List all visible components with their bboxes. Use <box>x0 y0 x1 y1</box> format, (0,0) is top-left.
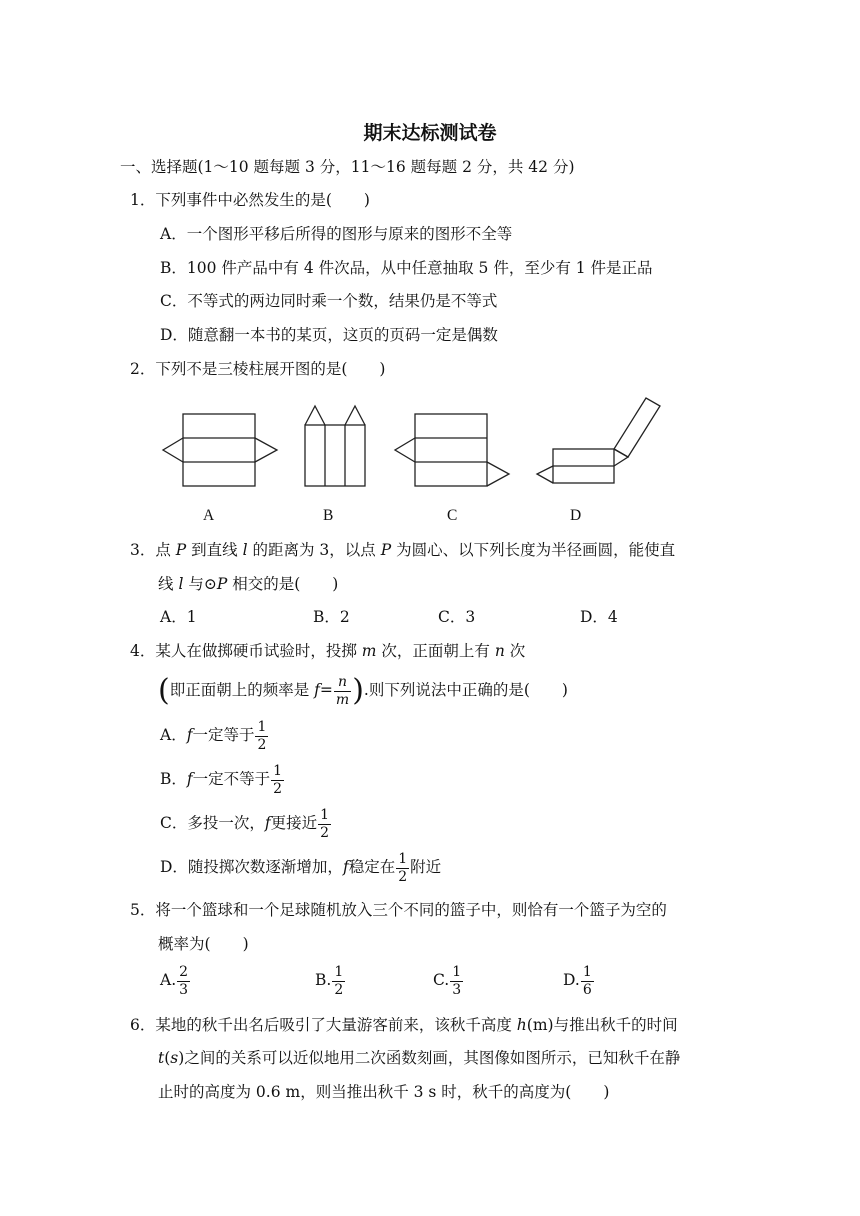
question-1-option-c: C．不等式的两边同时乘一个数，结果仍是不等式 <box>160 292 498 310</box>
question-4-option-c: C．多投一次，f更接近 $\frac{1}{2}$ <box>160 806 330 841</box>
question-4-option-d: D．随投掷次数逐渐增加，f稳定在 $\frac{1}{2}$ 附近 <box>160 850 442 885</box>
prism-nets-figure <box>150 392 690 502</box>
question-3-stem-line-1: 3．点 P 到直线 l 的距离为 3，以点 P 为圆心、以下列长度为半径画圆，能使直 <box>130 541 676 559</box>
question-3-option-a: A．1 <box>160 608 197 626</box>
figure-label-c: C <box>447 507 458 524</box>
question-4-stem-line-1: 4．某人在做掷硬币试验时，投掷 m 次，正面朝上有 n 次 <box>130 642 526 660</box>
question-1-option-a: A．一个图形平移后所得的图形与原来的图形不全等 <box>160 225 513 243</box>
question-3-option-c: C．3 <box>438 608 476 626</box>
question-5-stem-line-2: 概率为( ) <box>158 935 249 953</box>
figure-label-d: D <box>570 507 582 524</box>
question-6-stem-line-3: 止时的高度为 0.6 m，则当推出秋千 3 s 时，秋千的高度为( ) <box>158 1083 610 1101</box>
question-5-option-b: B. $\frac{1}{2}$ <box>315 963 344 998</box>
net-figure-c <box>395 414 509 486</box>
question-4-option-b: B．f一定不等于 $\frac{1}{2}$ <box>160 762 283 797</box>
question-1-option-b: B．100 件产品中有 4 件次品，从中任意抽取 5 件，至少有 1 件是正品 <box>160 259 653 277</box>
question-5-option-c: C. $\frac{1}{3}$ <box>433 963 462 998</box>
figure-label-a: A <box>203 507 215 524</box>
question-5-option-d: D. $\frac{1}{6}$ <box>563 963 592 998</box>
question-1-option-d: D．随意翻一本书的某页，这页的页码一定是偶数 <box>160 326 498 344</box>
question-6-stem-line-2: t(s)之间的关系可以近似地用二次函数刻画，其图像如图所示，已知秋千在静 <box>158 1049 681 1067</box>
question-1-stem: 1．下列事件中必然发生的是( ) <box>130 191 370 209</box>
question-4-stem-line-2: (即正面朝上的频率是 f= $\frac{n}{m}$ ).则下列说法中正确的是( ) <box>158 673 568 708</box>
question-6-stem-line-1: 6．某地的秋千出名后吸引了大量游客前来，该秋千高度 h(m)与推出秋千的时间 <box>130 1016 678 1034</box>
question-2-stem: 2．下列不是三棱柱展开图的是( ) <box>130 360 386 378</box>
question-4-option-a: A．f一定等于 $\frac{1}{2}$ <box>160 718 267 753</box>
question-5-stem-line-1: 5．将一个篮球和一个足球随机放入三个不同的篮子中，则恰有一个篮子为空的 <box>130 901 667 919</box>
net-figure-d <box>537 398 660 483</box>
page-title: 期末达标测试卷 <box>363 122 497 144</box>
figure-label-b: B <box>323 507 334 524</box>
question-3-stem-line-2: 线 l 与⊙P 相交的是( ) <box>158 575 339 593</box>
net-figure-b <box>305 406 365 486</box>
net-figure-a <box>163 414 277 486</box>
question-5-option-a: A. $\frac{2}{3}$ <box>160 963 189 998</box>
question-3-option-b: B．2 <box>313 608 350 626</box>
question-3-option-d: D．4 <box>580 608 618 626</box>
section-heading: 一、选择题(1～10 题每题 3 分，11～16 题每题 2 分，共 42 分) <box>120 158 575 176</box>
